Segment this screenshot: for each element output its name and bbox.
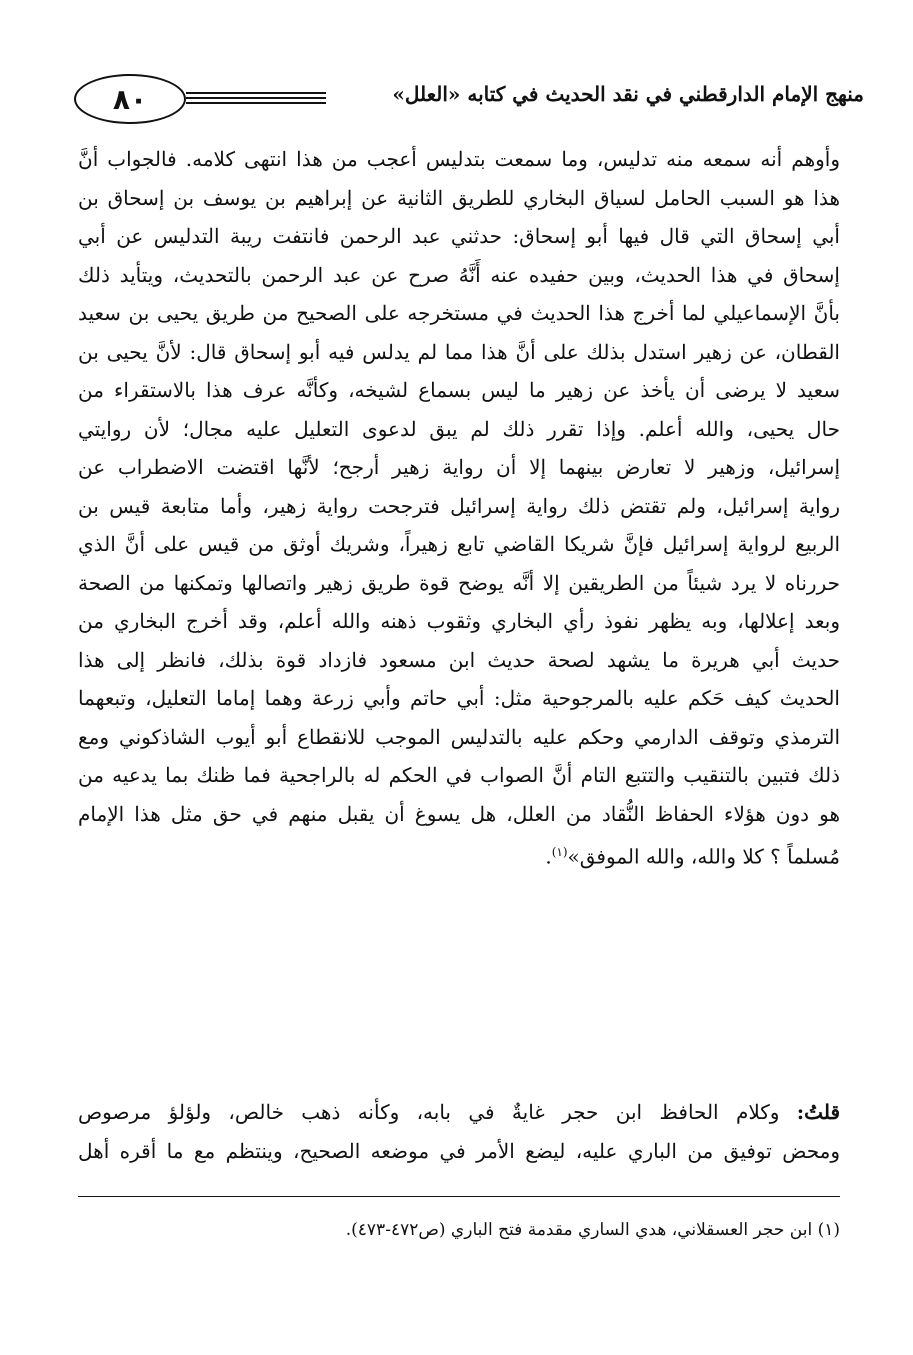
running-title: منهج الإمام الدارقطني في نقد الحديث في كتابه «العلل»	[392, 82, 864, 106]
page-header	[74, 72, 864, 128]
text-line: إسحاق في هذا الحديث، وبين حفيده عنه أَنَّهُ صرح عن عبد الرحمن بالتحديث، ويتأيد ذلك	[78, 262, 840, 287]
text-line: الحديث كيف حَكم عليه بالمرجوحية مثل: أبي حاتم وأبي زرعة وهما إماما التعليل، وتبعهما	[78, 686, 840, 710]
text-line: القطان، عن زهير استدل بذلك على أنَّ هذا مما لم يدلس فيه أبو إسحاق قال: لأنَّ يحيى بن	[78, 339, 840, 364]
footnote: (١) ابن حجر العسقلاني، هدي الساري مقدمة فتح الباري (ص٤٧٢-٤٧٣).	[345, 1220, 840, 1240]
footnote-marker[interactable]: (١)	[551, 845, 568, 859]
text-line: الترمذي وتوقف الدارمي وحكم عليه بالتدليس الموجب للانقطاع أبو أيوب الشاذكوني ومع	[78, 724, 840, 749]
text-line: حديث أبي هريرة ما يشهد لصحة حديث ابن مسعود فازداد قوة بذلك، فانظر إلى هذا	[78, 647, 840, 672]
text-line: هو دون هؤلاء الحفاظ النُّقاد من العلل، هل يسوغ أن يقبل منهم في حق مثل هذا الإمام	[78, 801, 840, 826]
text-line: هذا هو السبب الحامل لسياق البخاري للطريق الثانية عن إبراهيم بن يوسف بن إسحاق بن	[78, 185, 840, 210]
text-line: سعيد لا يرضى أن يأخذ عن زهير ما ليس بسماع لشيخه، وكأنَّه عرف هذا بالاستقراء من	[78, 378, 840, 402]
text-line	[78, 1093, 840, 1132]
page-number: ٨٠	[74, 74, 186, 124]
text-line: رواية إسرائيل، ولم تقتض ذلك رواية إسرائيل فترجحت رواية زهير، وأما متابعة قيس بن	[78, 493, 840, 518]
text-line: بأنَّ الإسماعيلي لما أخرج هذا الحديث في مستخرجه على الصحيح من طريق يحيى بن سعيد	[78, 301, 840, 325]
text-line-content: وكلام الحافظ ابن حجر غايةٌ في بابه، وكأنه ذهب خالص، ولؤلؤ مرصوص	[78, 1100, 780, 1124]
text-line: حررناه لا يرد شيئاً من الطريقين إلا أنَّه يوضح قوة طريق زهير واتصالها وتمكنها من الصحة	[78, 570, 840, 595]
text-line: الربيع لرواية إسرائيل فإنَّ شريكا القاضي تابع زهيراً، وشريك أوثق من قيس على أنَّ الذي	[78, 532, 840, 556]
text-line: وبعد إعلالها، وبه يظهر نفوذ رأي البخاري وثقوب ذهنه والله أعلم، وقد أخرج البخاري من	[78, 609, 840, 633]
footnote-separator	[78, 1196, 840, 1197]
text-line-last	[78, 833, 840, 872]
text-line: ذلك فتبين بالتنقيب والتتبع التام أنَّ الصواب في الحكم له بالراجحية فما ظنك بما يدعيه من	[78, 763, 840, 787]
text-line: أبي إسحاق التي قال فيها أبو إسحاق: حدثني عبد الرحمن فانتفت ريبة التدليس عن أبي	[78, 224, 840, 248]
lead-word: قلتُ:	[796, 1100, 840, 1124]
second-paragraph	[78, 1093, 840, 1170]
header-double-rule	[186, 92, 326, 104]
text-line: ومحض توفيق من الباري عليه، ليضع الأمر في موضعه الصحيح، وينتظم مع ما أقره أهل	[78, 1138, 840, 1163]
text-line-content: مُسلماً ؟ كلا والله، والله الموفق»	[567, 844, 840, 869]
sentence-end: .	[545, 844, 552, 869]
text-line: وأوهم أنه سمعه منه تدليس، وما سمعت بتدليس أعجب من هذا انتهى كلامه. فالجواب أنَّ	[78, 147, 840, 171]
text-line: حال يحيى، والله أعلم. وإذا تقرر ذلك لم يبق لدعوى التعليل عليه مجال؛ لأن روايتي	[78, 416, 840, 441]
main-paragraph	[78, 140, 840, 872]
text-line: إسرائيل، وزهير لا تعارض بينهما إلا أن رواية زهير أرجح؛ لأنَّها اقتضت الاضطراب عن	[78, 455, 840, 479]
